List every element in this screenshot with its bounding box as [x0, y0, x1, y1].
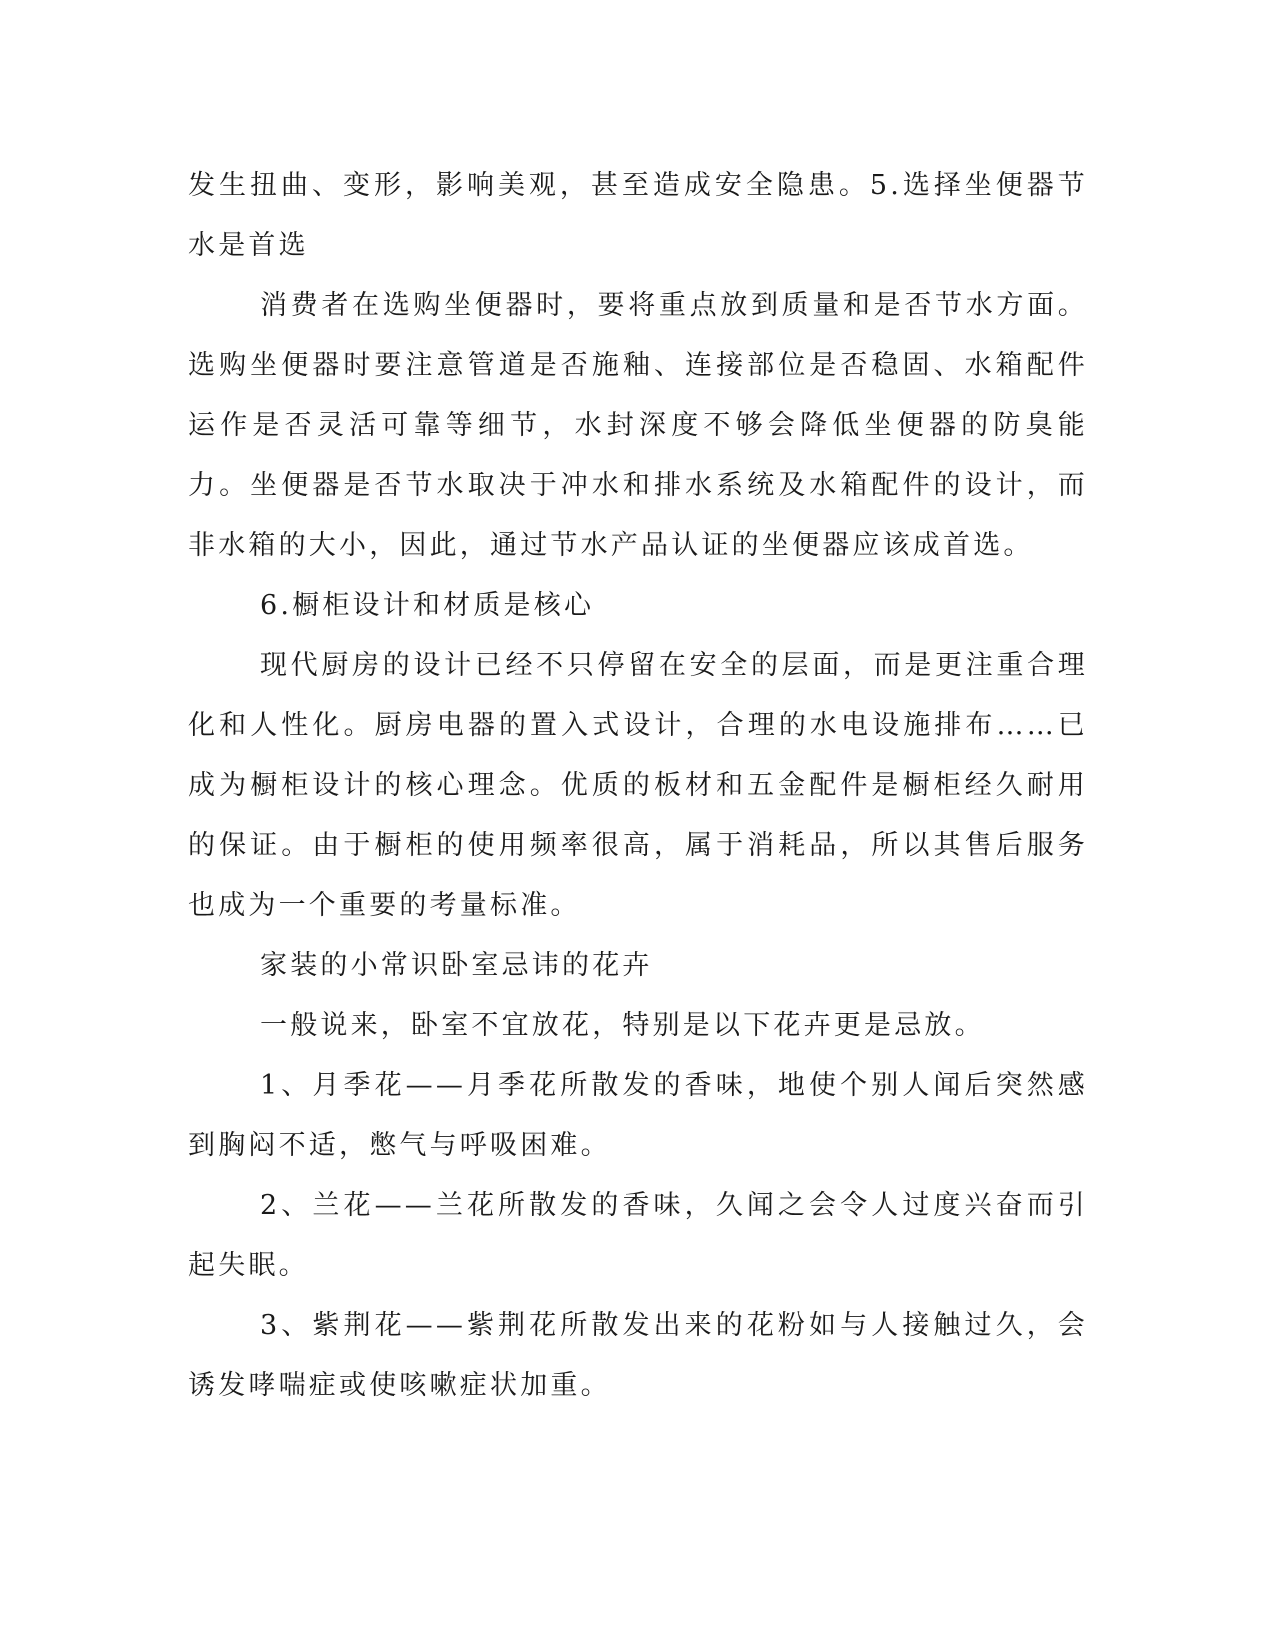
heading-cabinet: 6.橱柜设计和材质是核心	[260, 590, 595, 621]
list-item-rose: 1、月季花——月季花所散发的香味，地使个别人闻后突然感到胸闷不适，憋气与呼吸困难。	[188, 1070, 1088, 1161]
document-body	[188, 156, 1088, 1416]
paragraph-toilet-advice: 消费者在选购坐便器时，要将重点放到质量和是否节水方面。选购坐便器时要注意管道是否施釉、连接部位是否稳固、水箱配件运作是否灵活可靠等细节，水封深度不够会降低坐便器的防臭能力。坐便器是否节水取决于冲水和排水系统及水箱配件的设计，而非水箱的大小，因此，通过节水产品认证的坐便器应该成首选。	[188, 290, 1088, 561]
paragraph-toilet-intro: 发生扭曲、变形，影响美观，甚至造成安全隐患。5.选择坐便器节水是首选	[188, 170, 1088, 261]
paragraph-cabinet: 现代厨房的设计已经不只停留在安全的层面，而是更注重合理化和人性化。厨房电器的置入式设计，合理的水电设施排布……已成为橱柜设计的核心理念。优质的板材和五金配件是橱柜经久耐用的保证。由于橱柜的使用频率很高，属于消耗品，所以其售后服务也成为一个重要的考量标准。	[188, 650, 1088, 921]
list-item-redbud: 3、紫荆花——紫荆花所散发出来的花粉如与人接触过久，会诱发哮喘症或使咳嗽症状加重。	[188, 1310, 1088, 1401]
list-item-orchid: 2、兰花——兰花所散发的香味，久闻之会令人过度兴奋而引起失眠。	[188, 1190, 1088, 1281]
heading-bedroom-flowers: 家装的小常识卧室忌讳的花卉	[260, 950, 653, 981]
paragraph-bedroom-intro: 一般说来，卧室不宜放花，特别是以下花卉更是忌放。	[260, 1010, 985, 1041]
